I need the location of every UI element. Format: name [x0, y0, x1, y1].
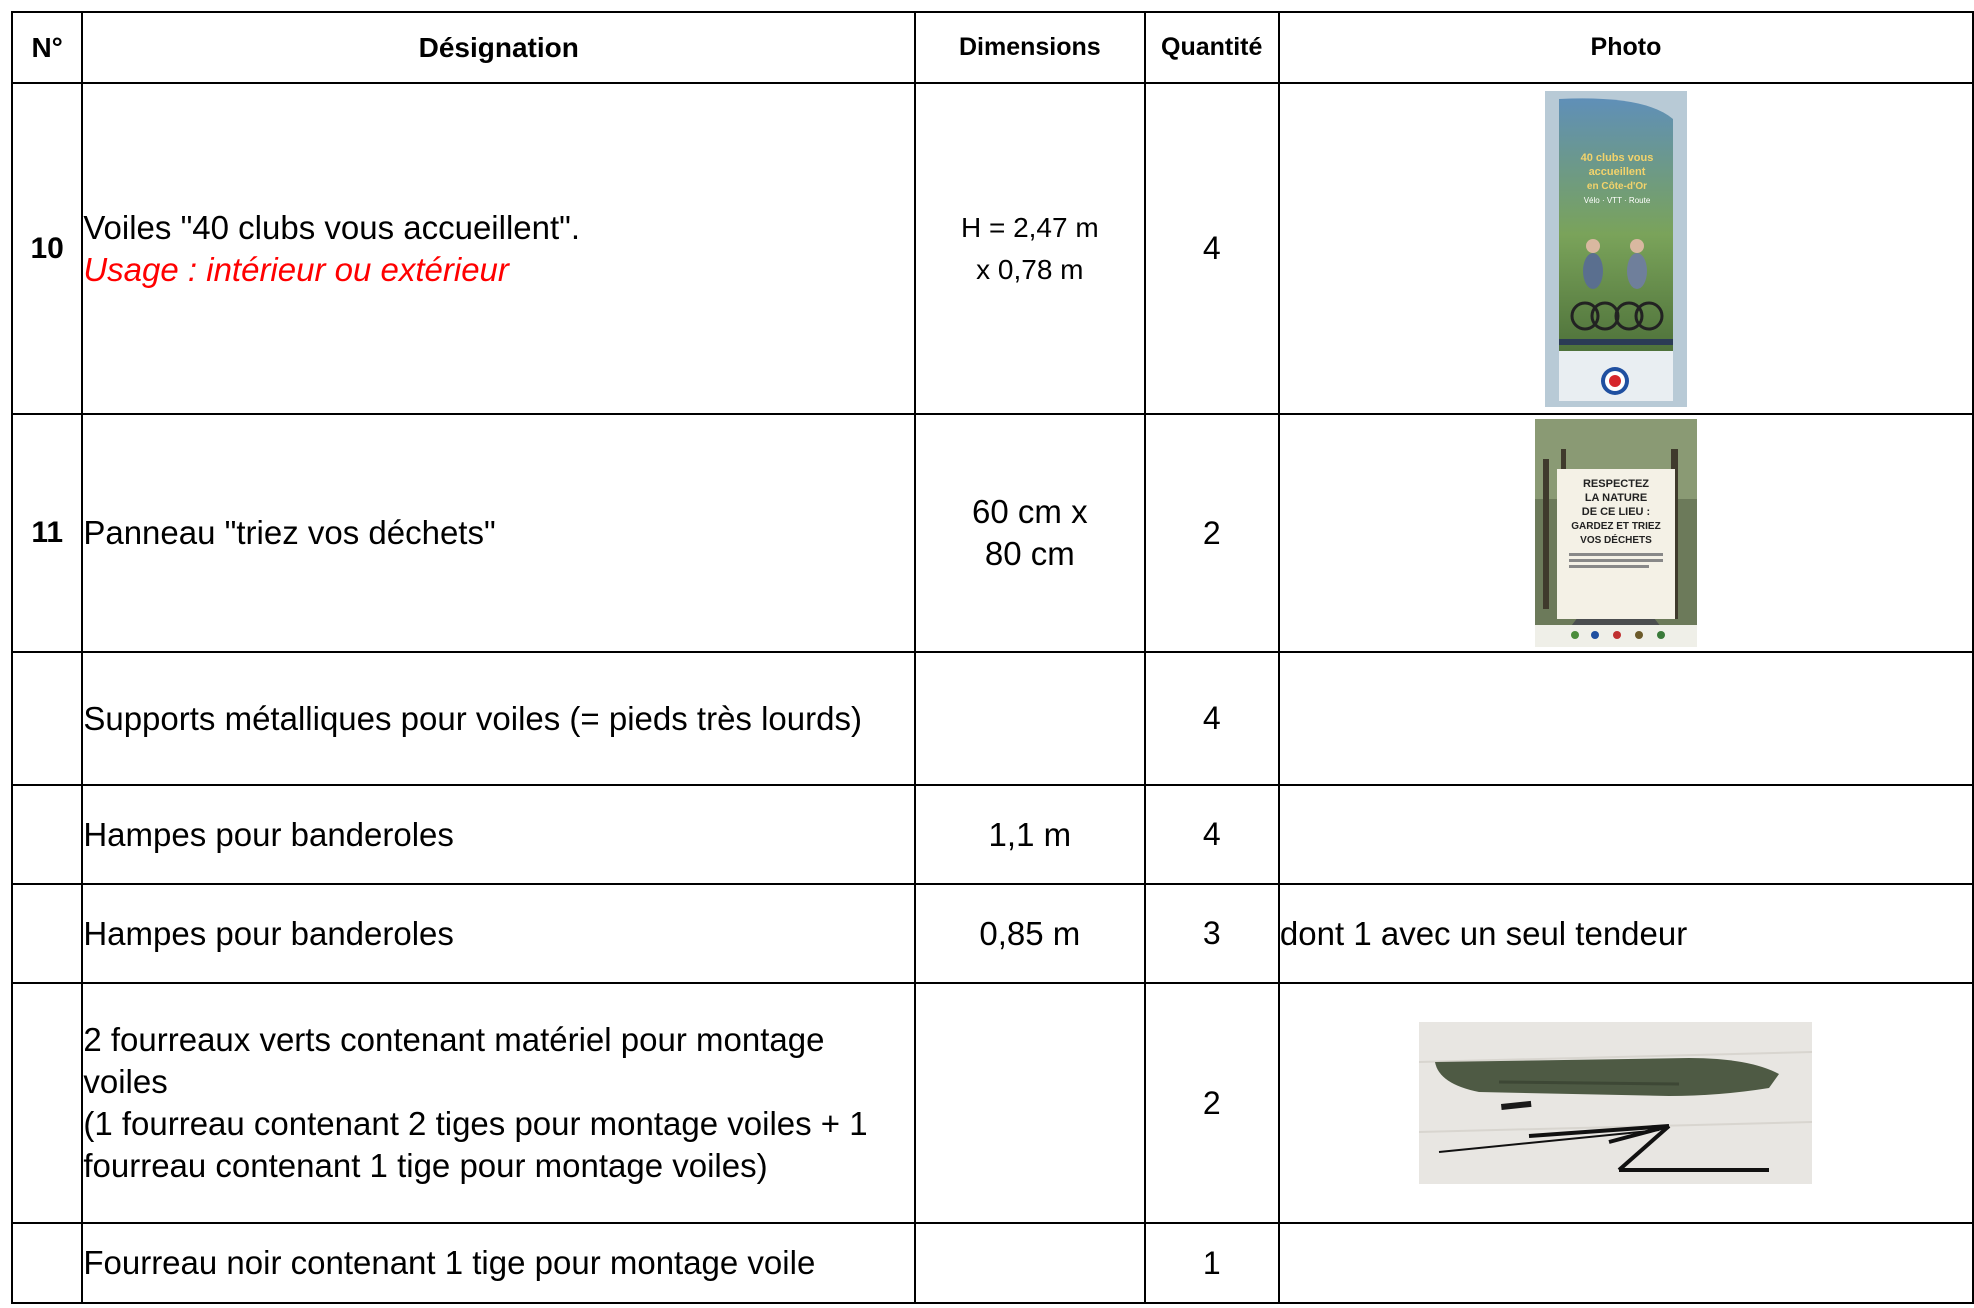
row-number	[12, 884, 82, 983]
row-quantity: 4	[1145, 785, 1279, 884]
table-row	[12, 414, 1973, 652]
row-dimensions	[915, 983, 1144, 1223]
row-photo	[1279, 785, 1973, 884]
row-number: 11	[12, 414, 82, 652]
sign-text: VOS DÉCHETS	[1580, 535, 1652, 546]
row-photo	[1279, 1223, 1973, 1303]
row-designation	[82, 983, 915, 1223]
header-quantity: Quantité	[1145, 12, 1279, 83]
dimension-line: x 0,78 m	[976, 253, 1084, 285]
row-photo	[1279, 652, 1973, 785]
flag-text: 40 clubs vous	[1580, 151, 1654, 164]
row-dimensions	[915, 83, 1144, 414]
row-quantity: 2	[1145, 983, 1279, 1223]
flag-text: accueillent	[1588, 165, 1646, 178]
row-designation: Hampes pour banderoles	[82, 785, 915, 884]
row-designation: Hampes pour banderoles	[82, 884, 915, 983]
row-designation: Supports métalliques pour voiles (= pieds très lourds)	[82, 652, 915, 785]
sign-text: LA NATURE	[1584, 492, 1648, 504]
table-row	[12, 83, 1973, 414]
flag-text: Vélo · VTT · Route	[1583, 195, 1651, 205]
row-dimensions: 0,85 m	[915, 884, 1144, 983]
designation-detail: (1 fourreau contenant 2 tiges pour montage voiles + 1 fourreau contenant 1 tige pour montage voiles)	[83, 1105, 868, 1184]
row-designation	[82, 83, 915, 414]
row-quantity: 2	[1145, 414, 1279, 652]
dimension-line: 60 cm x	[972, 493, 1088, 530]
row-quantity: 1	[1145, 1223, 1279, 1303]
row-dimensions	[915, 652, 1144, 785]
row-photo-note: dont 1 avec un seul tendeur	[1279, 884, 1973, 983]
row-quantity: 4	[1145, 83, 1279, 414]
flag-text: en Côte-d'Or	[1586, 180, 1648, 192]
row-number	[12, 983, 82, 1223]
green-sleeve-photo	[1419, 1022, 1812, 1184]
row-dimensions: 1,1 m	[915, 785, 1144, 884]
row-photo	[1279, 983, 1973, 1223]
row-quantity: 3	[1145, 884, 1279, 983]
row-designation: Panneau "triez vos déchets"	[82, 414, 915, 652]
designation-text: 2 fourreaux verts contenant matériel pour montage voiles	[83, 1021, 825, 1100]
sign-text: RESPECTEZ	[1582, 478, 1649, 490]
usage-note: Usage : intérieur ou extérieur	[83, 250, 509, 288]
table-row	[12, 785, 1973, 884]
designation-text: Voiles "40 clubs vous accueillent".	[83, 208, 581, 246]
row-quantity: 4	[1145, 652, 1279, 785]
row-dimensions	[915, 414, 1144, 652]
header-num: N°	[12, 12, 82, 83]
dimension-line: H = 2,47 m	[960, 211, 1099, 243]
header-designation: Désignation	[82, 12, 915, 83]
feather-flag-photo	[1545, 91, 1687, 407]
sign-text: GARDEZ ET TRIEZ	[1571, 521, 1661, 532]
row-designation: Fourreau noir contenant 1 tige pour montage voile	[82, 1223, 915, 1303]
header-photo: Photo	[1279, 12, 1973, 83]
table-row	[12, 652, 1973, 785]
table-row	[12, 884, 1973, 983]
inventory-table	[11, 11, 1974, 1304]
dimension-line: 80 cm	[984, 535, 1075, 572]
row-number	[12, 1223, 82, 1303]
header-dimensions: Dimensions	[915, 12, 1144, 83]
sign-photo	[1535, 419, 1697, 647]
row-number	[12, 652, 82, 785]
header-row	[12, 12, 1973, 83]
row-dimensions	[915, 1223, 1144, 1303]
sign-text: DE CE LIEU :	[1581, 506, 1651, 518]
table-row	[12, 983, 1973, 1223]
row-number: 10	[12, 83, 82, 414]
row-number	[12, 785, 82, 884]
row-photo	[1279, 83, 1973, 414]
row-photo	[1279, 414, 1973, 652]
table-row	[12, 1223, 1973, 1303]
